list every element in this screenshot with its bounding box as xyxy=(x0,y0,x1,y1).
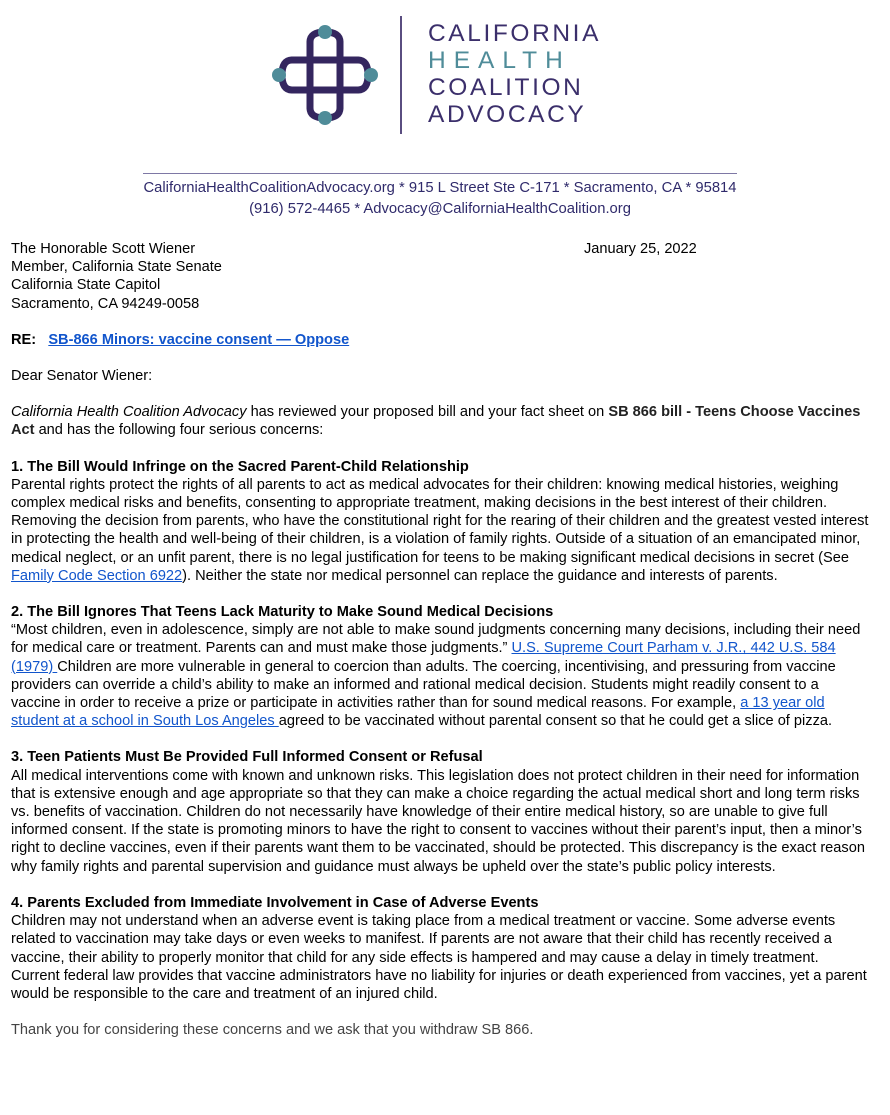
organization-logo xyxy=(270,20,380,130)
re-label: RE: xyxy=(11,331,37,348)
news-story-link[interactable]: a 13 year old student at a school in South Los Angeles xyxy=(11,695,825,730)
intro-paragraph xyxy=(11,403,871,439)
section-body: All medical interventions come with known and unknown risks. This legislation does not protect children in their need for information that is extensive enough and age appropriate so that they can make a choice regarding the actual medical short and long term risks vs. benefits of vaccination. Children do not necessarily have knowledge of their entire medical history, so are unable to give full informed consent. If the state is promoting minors to have the right to consent to vaccines without their parent’s input, then a minor’s right to decline vaccines, even if their parents want them to be vaccinated, should be protected. This discrepancy is the exact reason why family rights and parental supervision and guidance must always be upheld over the state’s public policy interests. xyxy=(11,767,865,875)
org-name-italic: California Health Coalition Advocacy xyxy=(11,404,247,421)
closing-line: Thank you for considering these concerns and we ask that you withdraw SB 866. xyxy=(11,1022,534,1039)
org-line-3: COALITION xyxy=(428,74,584,101)
contact-line-phone-email: (916) 572-4465 * Advocacy@CaliforniaHealthCoalition.org xyxy=(249,201,631,217)
salutation: Dear Senator Wiener: xyxy=(11,368,153,385)
letter-body xyxy=(11,240,871,1039)
section-body xyxy=(11,476,871,585)
org-line-4: ADVOCACY xyxy=(428,101,587,128)
address-line: Member, California State Senate xyxy=(11,259,222,276)
section-heading: 1. The Bill Would Infringe on the Sacred Parent-Child Relationship xyxy=(11,458,469,475)
section-text: ). Neither the state nor medical personnel can replace the guidance and interests of parents. xyxy=(182,567,778,584)
section-heading: 4. Parents Excluded from Immediate Involvement in Case of Adverse Events xyxy=(11,894,539,911)
org-line-1: CALIFORNIA xyxy=(428,20,602,47)
intro-text: and has the following four serious concerns: xyxy=(34,422,324,439)
organization-name xyxy=(428,20,601,128)
section-body: Children may not understand when an adverse event is taking place from a medical treatment or vaccine. Some adverse events related to vaccination may take days or even weeks to manifest. If parents are not aware that their child has recently received a vaccine, their ability to properly monitor that child for any side effects is hampered and may cause a delay in timely treatment. Current federal law provides that vaccine administrators have no liability for injuries or death experienced from vaccines, yet a parent would be responsible to the care and treatment of an injured child. xyxy=(11,913,867,1002)
family-code-link[interactable]: Family Code Section 6922 xyxy=(11,567,183,584)
letterhead xyxy=(0,0,890,230)
address-line: Sacramento, CA 94249-0058 xyxy=(11,295,200,312)
letter-date: January 25, 2022 xyxy=(584,241,697,257)
supreme-court-link[interactable]: U.S. Supreme Court Parham v. J.R., 442 U.S. 584 (1979) xyxy=(11,640,836,675)
section-heading: 2. The Bill Ignores That Teens Lack Maturity to Make Sound Medical Decisions xyxy=(11,604,554,621)
bill-link[interactable]: SB-866 Minors: vaccine consent — Oppose xyxy=(48,331,350,348)
letterhead-rule xyxy=(143,173,737,174)
contact-line-address: CaliforniaHealthCoalitionAdvocacy.org * 915 L Street Ste C-171 * Sacramento, CA * 95814 xyxy=(143,180,737,196)
contact-info xyxy=(0,178,880,220)
subject-line xyxy=(11,331,871,349)
section-heading: 3. Teen Patients Must Be Provided Full Informed Consent or Refusal xyxy=(11,749,483,766)
bill-name: SB 866 bill - Teens Choose Vaccines Act xyxy=(11,404,861,439)
address-line: California State Capitol xyxy=(11,277,161,294)
section-text: Parental rights protect the rights of all parents to act as medical advocates for their children: knowing medical histories, weighing complex medical risks and benefits, consenting to appropriate treatment, making decisions in the best interest of their children. Removing the decision from parents, who have the constitutional right for the rearing of their children and the greatest vested interest in protecting the health and well-being of their children, is a violation of family rights. Outside of a situation of an emancipated minor, medical neglect, or an unfit parent, there is no legal justification for teens to be making significant medical decisions in secret (See xyxy=(11,476,869,566)
section-text: Children are more vulnerable in general to coercion than adults. The coercing, incentivising, and pressuring from vaccine providers can override a child’s ability to make an informed and rational medical decision. Students might readily consent to a vaccine in order to receive a prize or participate in activities rather than for sound medical reasons. For example, xyxy=(11,658,836,712)
letterhead-divider xyxy=(400,16,402,134)
address-line: The Honorable Scott Wiener xyxy=(11,241,196,257)
section-text: agreed to be vaccinated without parental consent so that he could get a slice of pizza. xyxy=(278,713,833,730)
org-line-2: HEALTH xyxy=(428,47,571,74)
section-text: “Most children, even in adolescence, simply are not able to make sound judgments concerning many decisions, including their need for medical care or treatment. Parents can and must make those judgments.” xyxy=(11,622,861,657)
recipient-address xyxy=(11,240,871,313)
intro-text: has reviewed your proposed bill and your fact sheet on xyxy=(246,404,609,421)
section-body xyxy=(11,621,871,730)
